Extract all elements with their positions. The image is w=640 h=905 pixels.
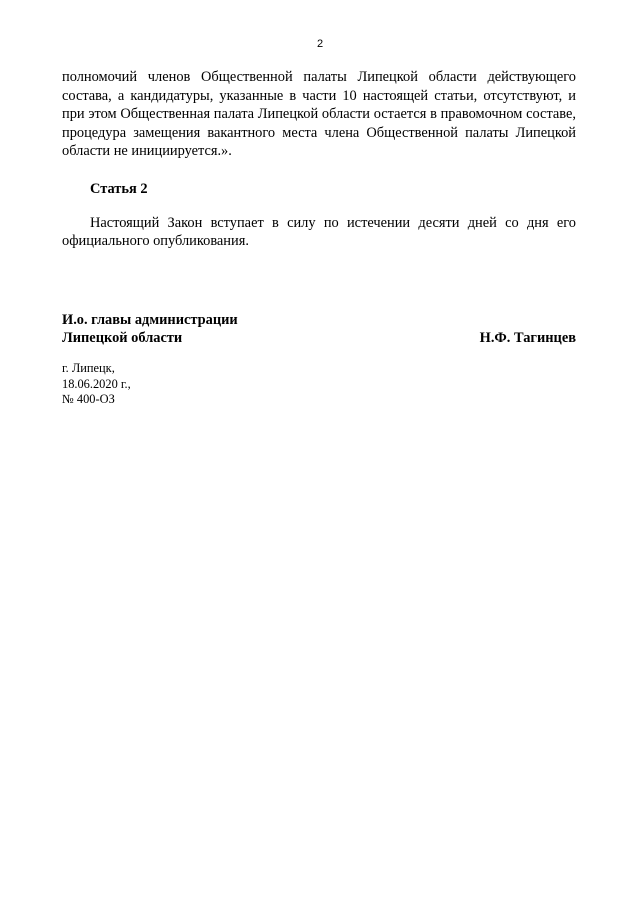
document-body	[62, 68, 576, 251]
signature-block	[62, 311, 576, 347]
signatory-name: Н.Ф. Тагинцев	[479, 330, 576, 346]
article-heading: Статья 2	[90, 180, 148, 197]
law-date: 18.06.2020 г.,	[62, 376, 131, 391]
continuation-paragraph: полномочий членов Общественной палаты Липецкой области действующего состава, а кандидатуры, указанные в части 10 настоящей статьи, отсутствуют, и при этом Общественная палата Липецкой области остается в правомочном составе, процедура замещения вакантного места члена Общественной палаты Липецкой области не инициируется.».	[62, 69, 576, 160]
place-city: г. Липецк,	[62, 361, 115, 375]
article-text: Настоящий Закон вступает в силу по истечении десяти дней со дня его официального опубликования.	[62, 214, 576, 250]
signatory-title-line1: И.о. главы администрации	[62, 312, 238, 328]
law-number: № 400-ОЗ	[62, 392, 115, 407]
place-date-block	[62, 361, 131, 408]
signature-line	[62, 329, 576, 347]
page-number: 2	[316, 38, 324, 50]
signatory-title-line2: Липецкой области	[62, 330, 183, 346]
